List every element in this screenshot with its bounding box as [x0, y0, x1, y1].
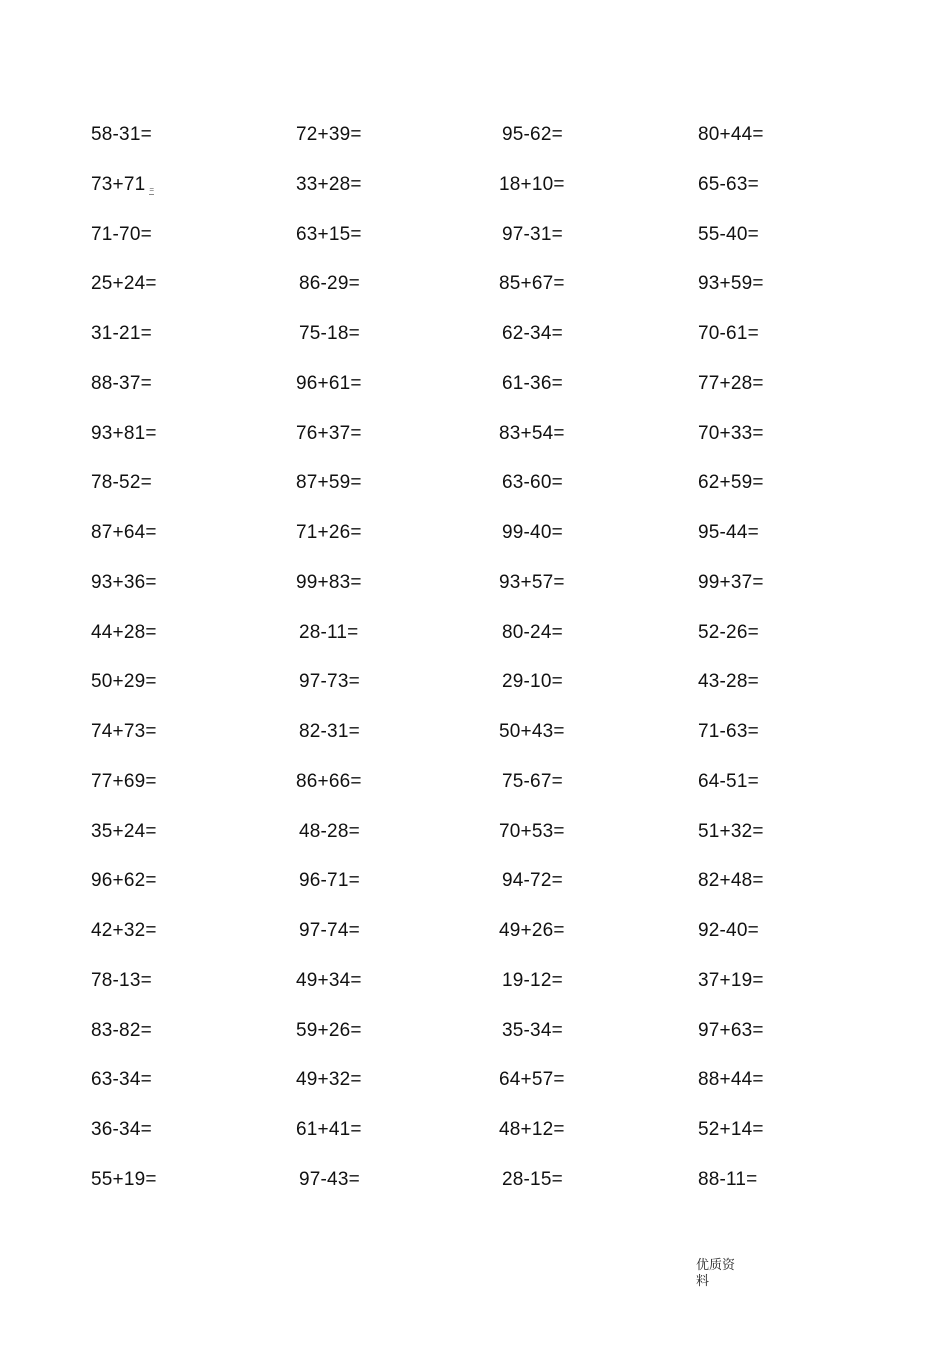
problem-5-4: [698, 319, 759, 349]
problem-text: 72+39=: [296, 124, 362, 145]
problem-8-2: [296, 468, 362, 498]
problem-text: 93+59=: [698, 273, 764, 294]
problem-text: 50+43=: [499, 721, 565, 742]
problem-12-4: [698, 667, 759, 697]
problem-2-4: [698, 170, 759, 200]
problem-text: 70+33=: [698, 423, 764, 444]
problem-7-4: [698, 419, 764, 449]
problem-text: 92-40=: [698, 920, 759, 941]
problem-9-4: [698, 518, 759, 548]
problem-20-4: [698, 1065, 764, 1095]
problem-text: 59+26=: [296, 1020, 362, 1041]
problem-text: 83+54=: [499, 423, 565, 444]
problem-12-3: [502, 667, 563, 697]
problem-text: 97+63=: [698, 1020, 764, 1041]
problem-16-1: [91, 866, 157, 896]
problem-text: 42+32=: [91, 920, 157, 941]
problem-text: 55-40=: [698, 224, 759, 245]
problem-20-2: [296, 1065, 362, 1095]
problem-text: 61-36=: [502, 373, 563, 394]
problem-text: 83-82=: [91, 1020, 152, 1041]
problem-text: 49+34=: [296, 970, 362, 991]
problem-7-1: [91, 419, 157, 449]
problem-text: 88+44=: [698, 1069, 764, 1090]
problem-text: 35-34=: [502, 1020, 563, 1041]
problem-text: 64+57=: [499, 1069, 565, 1090]
problem-10-3: [499, 568, 565, 598]
problem-5-1: [91, 319, 152, 349]
problem-text: 51+32=: [698, 821, 764, 842]
problem-text: 63+15=: [296, 224, 362, 245]
problem-17-1: [91, 916, 157, 946]
problem-text: 55+19=: [91, 1169, 157, 1190]
problem-text: 52+14=: [698, 1119, 764, 1140]
problem-text: 86-29=: [299, 273, 360, 294]
problem-row: [0, 817, 950, 847]
problem-text: 36-34=: [91, 1119, 152, 1140]
problem-text: 64-51=: [698, 771, 759, 792]
problem-text: 71-70=: [91, 224, 152, 245]
problem-row: [0, 667, 950, 697]
problem-text: 70-61=: [698, 323, 759, 344]
problem-text: 29-10=: [502, 671, 563, 692]
problem-text: 28-11=: [299, 622, 359, 643]
problem-text: 82+48=: [698, 870, 764, 891]
problem-row: [0, 618, 950, 648]
problem-text: 71-63=: [698, 721, 759, 742]
problem-text: 99+83=: [296, 572, 362, 593]
problem-text: 73+71: [91, 174, 146, 195]
problem-text: 43-28=: [698, 671, 759, 692]
problem-row: [0, 1016, 950, 1046]
problem-19-2: [296, 1016, 362, 1046]
problem-text: 35+24=: [91, 821, 157, 842]
problem-text: 31-21=: [91, 323, 152, 344]
problem-text: 80-24=: [502, 622, 563, 643]
problem-text: 18+10=: [499, 174, 565, 195]
problem-22-4: [698, 1165, 757, 1195]
problem-text: 95-62=: [502, 124, 563, 145]
problem-row: [0, 220, 950, 250]
problem-text: 93+57=: [499, 572, 565, 593]
problem-row: [0, 419, 950, 449]
problem-row: [0, 1165, 950, 1195]
problem-text: 63-60=: [502, 472, 563, 493]
problem-18-1: [91, 966, 152, 996]
problem-11-4: [698, 618, 759, 648]
problem-4-4: [698, 269, 764, 299]
problem-2-1: [91, 170, 154, 200]
problem-21-3: [499, 1115, 565, 1145]
problem-22-3: [502, 1165, 563, 1195]
problem-text: 52-26=: [698, 622, 759, 643]
problem-11-3: [502, 618, 563, 648]
problem-row: [0, 966, 950, 996]
footer-note: 优质资料: [696, 1257, 736, 1288]
problem-text: 87+64=: [91, 522, 157, 543]
problem-text: 63-34=: [91, 1069, 152, 1090]
problem-4-2: [299, 269, 360, 299]
problem-row: [0, 120, 950, 150]
problem-22-2: [299, 1165, 360, 1195]
problem-row: [0, 767, 950, 797]
problem-text: 75-67=: [502, 771, 563, 792]
problem-1-3: [502, 120, 563, 150]
problem-10-2: [296, 568, 362, 598]
broken-equals-mark: =: [149, 185, 155, 194]
problem-text: 70+53=: [499, 821, 565, 842]
problem-row: [0, 170, 950, 200]
problem-text: 95-44=: [698, 522, 759, 543]
problem-row: [0, 369, 950, 399]
problem-7-2: [296, 419, 362, 449]
problem-text: 25+24=: [91, 273, 157, 294]
problem-text: 19-12=: [502, 970, 563, 991]
problem-text: 99+37=: [698, 572, 764, 593]
problem-text: 78-13=: [91, 970, 152, 991]
problem-text: 33+28=: [296, 174, 362, 195]
problem-13-3: [499, 717, 565, 747]
problem-row: [0, 568, 950, 598]
problem-text: 93+36=: [91, 572, 157, 593]
problem-18-2: [296, 966, 362, 996]
problem-text: 28-15=: [502, 1169, 563, 1190]
problem-text: 85+67=: [499, 273, 565, 294]
problem-14-4: [698, 767, 759, 797]
problem-6-3: [502, 369, 563, 399]
problem-text: 97-73=: [299, 671, 360, 692]
problem-6-4: [698, 369, 764, 399]
problem-text: 96+61=: [296, 373, 362, 394]
problem-11-1: [91, 618, 157, 648]
problem-14-1: [91, 767, 157, 797]
problem-text: 87+59=: [296, 472, 362, 493]
problem-8-3: [502, 468, 563, 498]
problem-4-3: [499, 269, 565, 299]
problem-20-1: [91, 1065, 152, 1095]
problem-17-3: [499, 916, 565, 946]
problem-6-1: [91, 369, 152, 399]
problem-3-1: [91, 220, 152, 250]
problem-text: 44+28=: [91, 622, 157, 643]
problem-19-3: [502, 1016, 563, 1046]
problem-text: 62-34=: [502, 323, 563, 344]
problem-6-2: [296, 369, 362, 399]
problem-text: 75-18=: [299, 323, 360, 344]
problem-row: [0, 717, 950, 747]
problem-18-4: [698, 966, 764, 996]
problem-18-3: [502, 966, 563, 996]
problem-text: 76+37=: [296, 423, 362, 444]
problem-row: [0, 269, 950, 299]
problem-19-4: [698, 1016, 764, 1046]
problem-9-3: [502, 518, 563, 548]
problem-row: [0, 916, 950, 946]
problem-row: [0, 1115, 950, 1145]
problem-text: 62+59=: [698, 472, 764, 493]
problem-12-1: [91, 667, 157, 697]
problem-text: 96+62=: [91, 870, 157, 891]
problem-22-1: [91, 1165, 157, 1195]
problem-3-3: [502, 220, 563, 250]
problem-10-4: [698, 568, 764, 598]
problem-row: [0, 518, 950, 548]
problem-row: [0, 1065, 950, 1095]
problem-16-3: [502, 866, 563, 896]
problem-15-2: [299, 817, 360, 847]
problem-text: 77+28=: [698, 373, 764, 394]
problem-13-4: [698, 717, 759, 747]
problem-10-1: [91, 568, 157, 598]
problem-text: 58-31=: [91, 124, 152, 145]
problem-text: 88-37=: [91, 373, 152, 394]
problem-text: 78-52=: [91, 472, 152, 493]
problem-text: 37+19=: [698, 970, 764, 991]
problem-15-4: [698, 817, 764, 847]
problem-17-2: [299, 916, 360, 946]
problem-8-4: [698, 468, 764, 498]
problem-text: 65-63=: [698, 174, 759, 195]
problem-text: 48+12=: [499, 1119, 565, 1140]
problem-19-1: [91, 1016, 152, 1046]
problem-13-2: [299, 717, 360, 747]
problem-21-2: [296, 1115, 362, 1145]
problem-text: 74+73=: [91, 721, 157, 742]
problem-7-3: [499, 419, 565, 449]
problem-3-4: [698, 220, 759, 250]
problem-text: 99-40=: [502, 522, 563, 543]
problem-5-3: [502, 319, 563, 349]
problem-17-4: [698, 916, 759, 946]
problem-text: 88-11=: [698, 1169, 758, 1190]
problem-4-1: [91, 269, 157, 299]
problem-text: 71+26=: [296, 522, 362, 543]
problem-text: 86+66=: [296, 771, 362, 792]
problem-text: 77+69=: [91, 771, 157, 792]
problem-text: 97-43=: [299, 1169, 360, 1190]
problem-21-1: [91, 1115, 152, 1145]
problem-15-1: [91, 817, 157, 847]
problem-text: 82-31=: [299, 721, 360, 742]
problem-2-3: [499, 170, 565, 200]
problem-9-1: [91, 518, 157, 548]
problem-text: 61+41=: [296, 1119, 362, 1140]
problem-row: [0, 866, 950, 896]
problem-2-2: [296, 170, 362, 200]
problem-text: 49+26=: [499, 920, 565, 941]
problem-1-4: [698, 120, 764, 150]
problem-1-1: [91, 120, 152, 150]
problem-16-2: [299, 866, 360, 896]
problem-16-4: [698, 866, 764, 896]
problem-3-2: [296, 220, 362, 250]
problem-13-1: [91, 717, 157, 747]
problem-row: [0, 319, 950, 349]
problem-row: [0, 468, 950, 498]
problem-11-2: [299, 618, 358, 648]
problem-14-2: [296, 767, 362, 797]
problem-20-3: [499, 1065, 565, 1095]
problem-text: 94-72=: [502, 870, 563, 891]
problem-8-1: [91, 468, 152, 498]
problem-text: 93+81=: [91, 423, 157, 444]
problem-text: 97-74=: [299, 920, 360, 941]
problem-12-2: [299, 667, 360, 697]
problem-text: 48-28=: [299, 821, 360, 842]
problem-21-4: [698, 1115, 764, 1145]
problem-9-2: [296, 518, 362, 548]
problem-text: 96-71=: [299, 870, 360, 891]
problem-text: 80+44=: [698, 124, 764, 145]
problem-text: 97-31=: [502, 224, 563, 245]
problem-text: 50+29=: [91, 671, 157, 692]
problem-text: 49+32=: [296, 1069, 362, 1090]
problem-5-2: [299, 319, 360, 349]
problem-15-3: [499, 817, 565, 847]
problem-14-3: [502, 767, 563, 797]
problem-1-2: [296, 120, 362, 150]
